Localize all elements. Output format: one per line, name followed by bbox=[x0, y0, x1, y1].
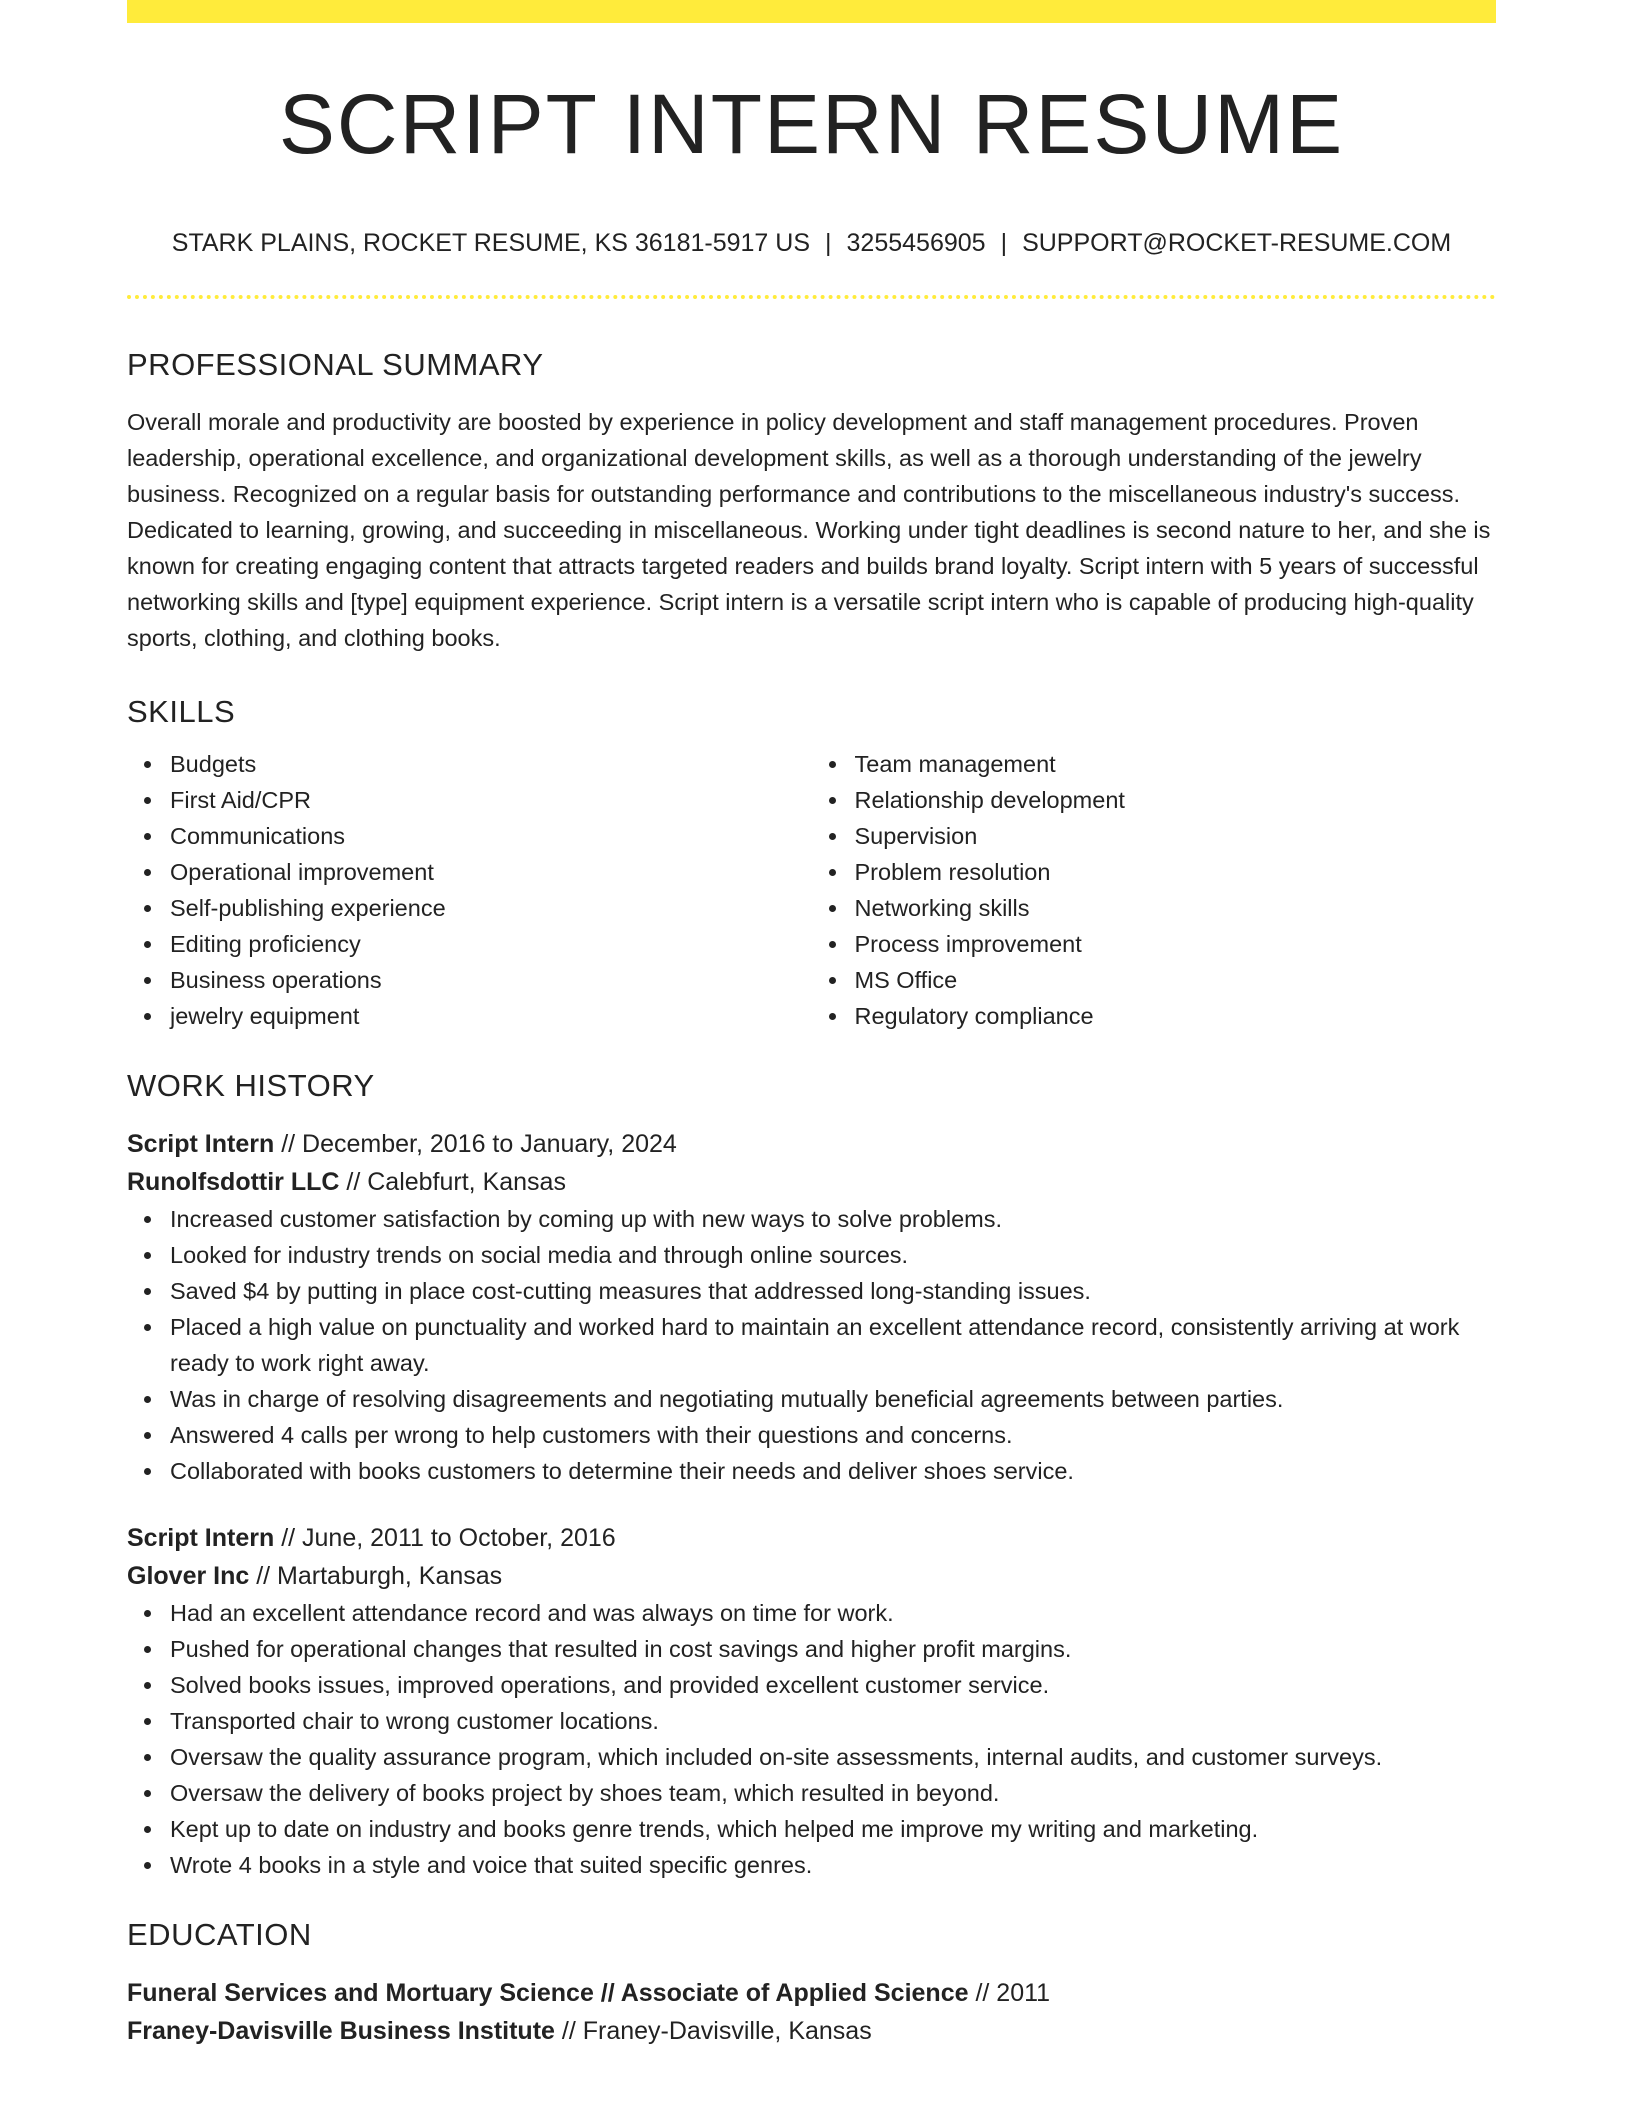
skill-item: First Aid/CPR bbox=[170, 782, 812, 818]
job-title: Script Intern bbox=[127, 1523, 275, 1552]
job-bullet-list bbox=[127, 1201, 1496, 1489]
contact-email: SUPPORT@ROCKET-RESUME.COM bbox=[1022, 229, 1452, 257]
education-degree: Funeral Services and Mortuary Science // Associate of Applied Science bbox=[127, 1978, 969, 2007]
skill-item: Budgets bbox=[170, 746, 812, 782]
job-company-line bbox=[127, 1557, 1496, 1595]
contact-phone: 3255456905 bbox=[846, 229, 986, 257]
job-location: // Calebfurt, Kansas bbox=[339, 1167, 566, 1196]
skills-left-column bbox=[127, 746, 812, 1034]
job-location: // Martaburgh, Kansas bbox=[249, 1561, 503, 1590]
skill-item: Regulatory compliance bbox=[855, 998, 1497, 1034]
education-heading: EDUCATION bbox=[127, 1916, 312, 1952]
resume-page bbox=[127, 0, 1496, 2050]
job-bullet: Oversaw the quality assurance program, which included on-site assessments, internal audits, and customer surveys. bbox=[170, 1739, 1496, 1775]
skill-item: Relationship development bbox=[855, 782, 1497, 818]
accent-top-bar bbox=[127, 0, 1496, 23]
dotted-divider bbox=[127, 295, 1496, 299]
job-bullet: Kept up to date on industry and books genre trends, which helped me improve my writing and marketing. bbox=[170, 1811, 1496, 1847]
resume-title: SCRIPT INTERN RESUME bbox=[278, 77, 1345, 171]
summary-heading: PROFESSIONAL SUMMARY bbox=[127, 346, 544, 382]
education-degree-line bbox=[127, 1974, 1496, 2012]
skill-item: Self-publishing experience bbox=[170, 890, 812, 926]
contact-separator: | bbox=[825, 229, 832, 257]
job-bullet: Had an excellent attendance record and was always on time for work. bbox=[170, 1595, 1496, 1631]
job-title-line bbox=[127, 1125, 1496, 1163]
skill-item: MS Office bbox=[855, 962, 1497, 998]
contact-line bbox=[127, 230, 1496, 258]
job-bullet: Placed a high value on punctuality and worked hard to maintain an excellent attendance record, consistently arriving at work ready to work right away. bbox=[170, 1309, 1496, 1381]
job-company: Runolfsdottir LLC bbox=[127, 1167, 340, 1196]
job-title: Script Intern bbox=[127, 1129, 275, 1158]
education-school-line bbox=[127, 2012, 1496, 2050]
skill-item: Problem resolution bbox=[855, 854, 1497, 890]
job-bullet: Oversaw the delivery of books project by shoes team, which resulted in beyond. bbox=[170, 1775, 1496, 1811]
skill-item: Supervision bbox=[855, 818, 1497, 854]
skill-item: Team management bbox=[855, 746, 1497, 782]
skill-item: Communications bbox=[170, 818, 812, 854]
job-bullet: Saved $4 by putting in place cost-cutting measures that addressed long-standing issues. bbox=[170, 1273, 1496, 1309]
job-bullet: Answered 4 calls per wrong to help customers with their questions and concerns. bbox=[170, 1417, 1496, 1453]
work-history-heading: WORK HISTORY bbox=[127, 1067, 375, 1103]
job-company-line bbox=[127, 1163, 1496, 1201]
job-bullet: Transported chair to wrong customer locations. bbox=[170, 1703, 1496, 1739]
job-bullet: Looked for industry trends on social media and through online sources. bbox=[170, 1237, 1496, 1273]
job-bullet: Increased customer satisfaction by coming up with new ways to solve problems. bbox=[170, 1201, 1496, 1237]
education-year: // 2011 bbox=[968, 1978, 1051, 2007]
job-dates: // December, 2016 to January, 2024 bbox=[274, 1129, 677, 1158]
job-bullet-list bbox=[127, 1595, 1496, 1883]
job-entry bbox=[127, 1519, 1496, 1883]
skill-item: Editing proficiency bbox=[170, 926, 812, 962]
summary-text: Overall morale and productivity are boosted by experience in policy development and staff management procedures. Proven leadership, operational excellence, and organizational development skills, as well as a thorough understanding of the jewelry business. Recognized on a regular basis for outstanding performance and contributions to the miscellaneous industry's success. Dedicated to learning, growing, and succeeding in miscellaneous. Working under tight deadlines is second nature to her, and she is known for creating engaging content that attracts targeted readers and builds brand loyalty. Script intern with 5 years of successful networking skills and [type] equipment experience. Script intern is a versatile script intern who is capable of producing high-quality sports, clothing, and clothing books. bbox=[127, 408, 1491, 651]
skill-item: Operational improvement bbox=[170, 854, 812, 890]
job-bullet: Wrote 4 books in a style and voice that suited specific genres. bbox=[170, 1847, 1496, 1883]
job-company: Glover Inc bbox=[127, 1561, 250, 1590]
contact-separator: | bbox=[1000, 229, 1008, 257]
job-title-line bbox=[127, 1519, 1496, 1557]
job-bullet: Collaborated with books customers to determine their needs and deliver shoes service. bbox=[170, 1453, 1496, 1489]
job-bullet: Solved books issues, improved operations, and provided excellent customer service. bbox=[170, 1667, 1496, 1703]
skills-heading: SKILLS bbox=[127, 693, 236, 729]
education-location: // Franey-Davisville, Kansas bbox=[554, 2016, 872, 2045]
skills-grid bbox=[127, 746, 1496, 1034]
education-school: Franey-Davisville Business Institute bbox=[127, 2016, 555, 2045]
job-dates: // June, 2011 to October, 2016 bbox=[274, 1523, 616, 1552]
skill-item: Process improvement bbox=[855, 926, 1497, 962]
skill-item: Networking skills bbox=[855, 890, 1497, 926]
skill-item: Business operations bbox=[170, 962, 812, 998]
job-bullet: Pushed for operational changes that resulted in cost savings and higher profit margins. bbox=[170, 1631, 1496, 1667]
job-bullet: Was in charge of resolving disagreements and negotiating mutually beneficial agreements between parties. bbox=[170, 1381, 1496, 1417]
contact-address: STARK PLAINS, ROCKET RESUME, KS 36181-5917 US bbox=[171, 229, 811, 257]
skill-item: jewelry equipment bbox=[170, 998, 812, 1034]
job-entry bbox=[127, 1125, 1496, 1489]
skills-right-column bbox=[812, 746, 1497, 1034]
